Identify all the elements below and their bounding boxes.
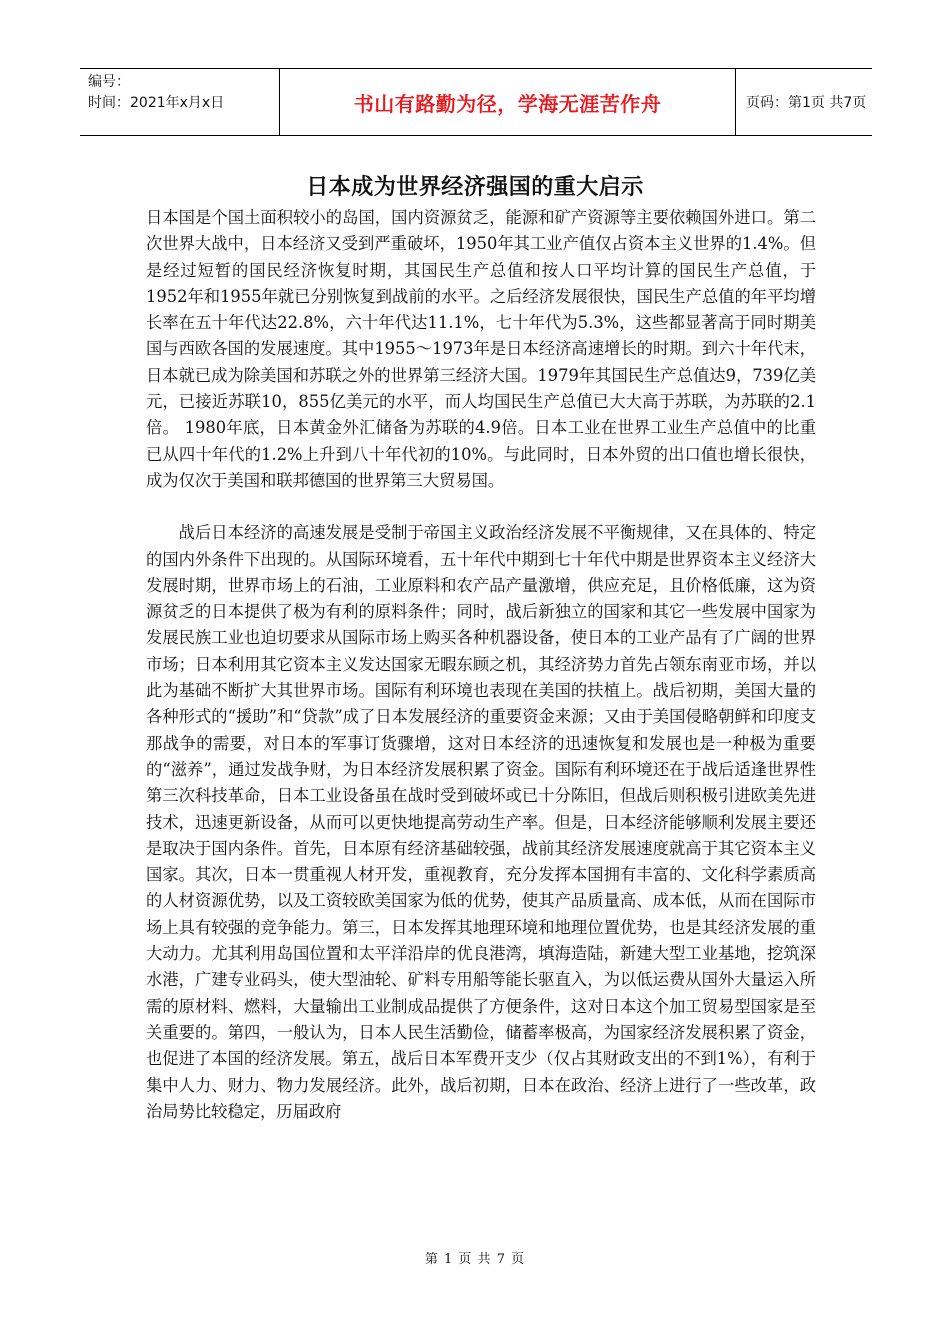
page-footer: 第 1 页 共 7 页: [424, 1252, 526, 1267]
header-page-info: 页码：第1页 共7页: [746, 95, 867, 111]
paragraph: 日本国是个国土面积较小的岛国，国内资源贫乏，能源和矿产资源等主要依赖国外进口。第二次世界大战中，日本经济又受到严重破坏，1950年其工业产值仅占资本主义世界的1.4%。但是经过短暂的国民经济恢复时期，其国民生产总值和按人口平均计算的国民生产总值，于1952年和1955年就已分别恢复到战前的水平。之后经济发展很快，国民生产总值的年平均增长率在五十年代达22.8%，六十年代达11.1%，七十年代为5.3%，这些都显著高于同时期美国与西欧各国的发展速度。其中1955～1973年是日本经济高速增长的时期。到六十年代末，日本就已成为除美国和苏联之外的世界第三经济大国。1979年其国民生产总值达9，739亿美元，已接近苏联10，855亿美元的水平，而人均国民生产总值已大大高于苏联，为苏联的2.1倍。 1980年底，日本黄金外汇储备为苏联的4.9倍。日本工业在世界工业生产总值中的比重已从四十年代的1.2%上升到八十年代初的10%。与此同时，日本外贸的出口值也增长很快，成为仅次于美国和联邦德国的世界第三大贸易国。: [146, 208, 816, 490]
header-meta: [80, 69, 280, 135]
document-time-label: 时间：2021年x月x日: [88, 95, 225, 111]
header-motto-cell: [280, 69, 736, 135]
document-body: [146, 205, 816, 1125]
page-header: [80, 68, 872, 136]
paragraph: 战后日本经济的高速发展是受制于帝国主义政治经济发展不平衡规律，又在具体的、特定的国内外条件下出现的。从国际环境看，五十年代中期到七十年代中期是世界资本主义经济大发展时期，世界市场上的石油，工业原料和农产品产量激增，供应充足，且价格低廉，这为资源贫乏的日本提供了极为有利的原料条件；同时，战后新独立的国家和其它一些发展中国家为发展民族工业也迫切要求从国际市场上购买各种机器设备，使日本的工业产品有了广阔的世界市场；日本利用其它资本主义发达国家无暇东顾之机，其经济势力首先占领东南亚市场，并以此为基础不断扩大其世界市场。国际有利环境也表现在美国的扶植上。战后初期，美国大量的各种形式的“援助”和“贷款”成了日本发展经济的重要资金来源；又由于美国侵略朝鲜和印度支那战争的需要，对日本的军事订货骤增，这对日本经济的迅速恢复和发展也是一种极为重要的“滋养”，通过发战争财，为日本经济发展积累了资金。国际有利环境还在于战后适逢世界性第三次科技革命，日本工业设备虽在战时受到破坏或已十分陈旧，但战后则积极引进欧美先进技术，迅速更新设备，从而可以更快地提高劳动生产率。但是，日本经济能够顺利发展主要还是取决于国内条件。首先，日本原有经济基础较强，战前其经济发展速度就高于其它资本主义国家。其次，日本一贯重视人材开发，重视教育，充分发挥本国拥有丰富的、文化科学素质高的人材资源优势，以及工资较欧美国家为低的优势，使其产品质量高、成本低，从而在国际市场上具有较强的竞争能力。第三，日本发挥其地理环境和地理位置优势，也是其经济发展的重大动力。尤其利用岛国位置和太平洋沿岸的优良港湾，填海造陆，新建大型工业基地，挖筑深水港，广建专业码头，使大型油轮、矿料专用船等能长驱直入，为以低运费从国外大量运入所需的原材料、燃料，大量输出工业制成品提供了方便条件，这对日本这个加工贸易型国家是至关重要的。第四，一般认为，日本人民生活勤俭，储蓄率极高，为国家经济发展积累了资金，也促进了本国的经济发展。第五，战后日本军费开支少（仅占其财政支出的不到1%），有利于集中人力、财力、物力发展经济。此外，战后初期，日本在政治、经济上进行了一些改革，政治局势比较稳定，历届政府: [146, 523, 816, 1121]
document-number-label: 编号：: [88, 74, 130, 90]
document-title: 日本成为世界经济强国的重大启示: [306, 175, 644, 200]
header-motto: 书山有路勤为径，学海无涯苦作舟: [353, 91, 662, 116]
